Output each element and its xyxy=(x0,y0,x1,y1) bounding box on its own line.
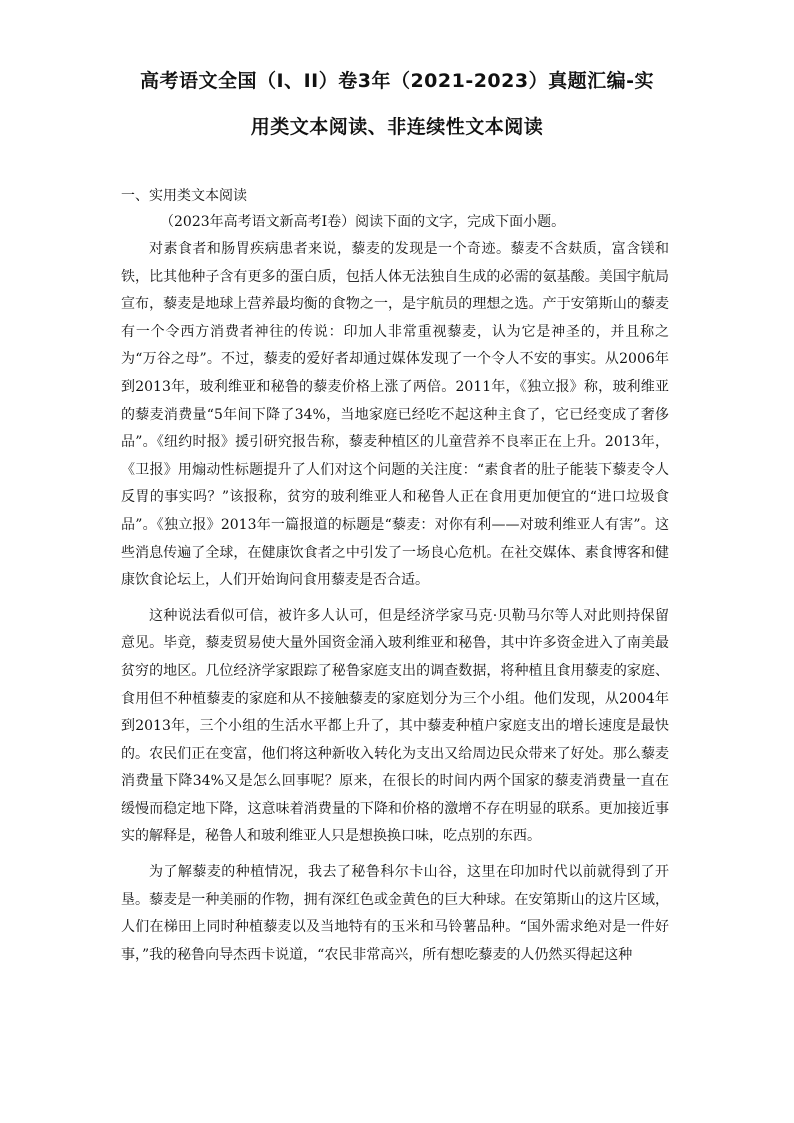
article-paragraph: 对素食者和肠胃疾病患者来说，藜麦的发现是一个奇迹。藜麦不含麸质，富含镁和铁，比其他种子含有更多的蛋白质，包括人体无法独自生成的必需的氨基酸。美国宇航局宣布，藜麦是地球上营养最均衡的食物之一，是宇航员的理想之选。产于安第斯山的藜麦有一个令西方消费者神往的传说：印加人非常重视藜麦，认为它是神圣的，并且称之为“万谷之母”。不过，藜麦的爱好者却通过媒体发现了一个令人不安的事实。从2006年到2013年，玻利维亚和秘鲁的藜麦价格上涨了两倍。2011年，《独立报》称，玻利维亚的藜麦消费量“5年间下降了34%，当地家庭已经吃不起这种主食了，它已经变成了奢侈品”。《纽约时报》援引研究报告称，藜麦种植区的儿童营养不良率正在上升。2013年，《卫报》用煽动性标题提升了人们对这个问题的关注度：“素食者的肚子能装下藜麦令人反胃的事实吗？”该报称，贫穷的玻利维亚人和秘鲁人正在食用更加便宜的“进口垃圾食品”。《独立报》2013年一篇报道的标题是“藜麦：对你有利——对玻利维亚人有害”。这些消息传遍了全球，在健康饮食者之中引发了一场良心危机。在社交媒体、素食博客和健康饮食论坛上，人们开始询问食用藜麦是否合适。 xyxy=(121,241,669,589)
document-title-line-2: 用类文本阅读、非连续性文本阅读 xyxy=(250,116,544,138)
article-paragraph: 这种说法看似可信，被许多人认可，但是经济学家马克·贝勒马尔等人对此则持保留意见。毕竟，藜麦贸易使大量外国资金涌入玻利维亚和秘鲁，其中许多资金进入了南美最贫穷的地区。几位经济学家跟踪了秘鲁家庭支出的调查数据，将种植且食用藜麦的家庭、食用但不种植藜麦的家庭和从不接触藜麦的家庭划分为三个小组。他们发现，从2004年到2013年，三个小组的生活水平都上升了，其中藜麦种植户家庭支出的增长速度是最快的。农民们正在变富，他们将这种新收入转化为支出又给周边民众带来了好处。那么藜麦消费量下降34%又是怎么回事呢？原来，在很长的时间内两个国家的藜麦消费量一直在缓慢而稳定地下降，这意味着消费量的下降和价格的激增不存在明显的联系。更加接近事实的解释是，秘鲁人和玻利维亚人只是想换换口味，吃点别的东西。 xyxy=(121,607,669,845)
article-paragraph: 为了解藜麦的种植情况，我去了秘鲁科尔卡山谷，这里在印加时代以前就得到了开垦。藜麦是一种美丽的作物，拥有深红色或金黄色的巨大种球。在安第斯山的这片区域，人们在梯田上同时种植藜麦以及当地特有的玉米和马铃薯品种。“国外需求绝对是一件好事，”我的秘鲁向导杰西卡说道，“农民非常高兴，所有想吃藜麦的人仍然买得起这种 xyxy=(121,864,669,963)
article-body xyxy=(121,236,669,977)
question-intro: （2023年高考语文新高考Ⅰ卷）阅读下面的文字，完成下面小题。 xyxy=(160,214,566,230)
section-heading: 一、实用类文本阅读 xyxy=(121,188,247,204)
document-title-line-1: 高考语文全国（I、II）卷3年（2021-2023）真题汇编-实 xyxy=(140,70,654,92)
